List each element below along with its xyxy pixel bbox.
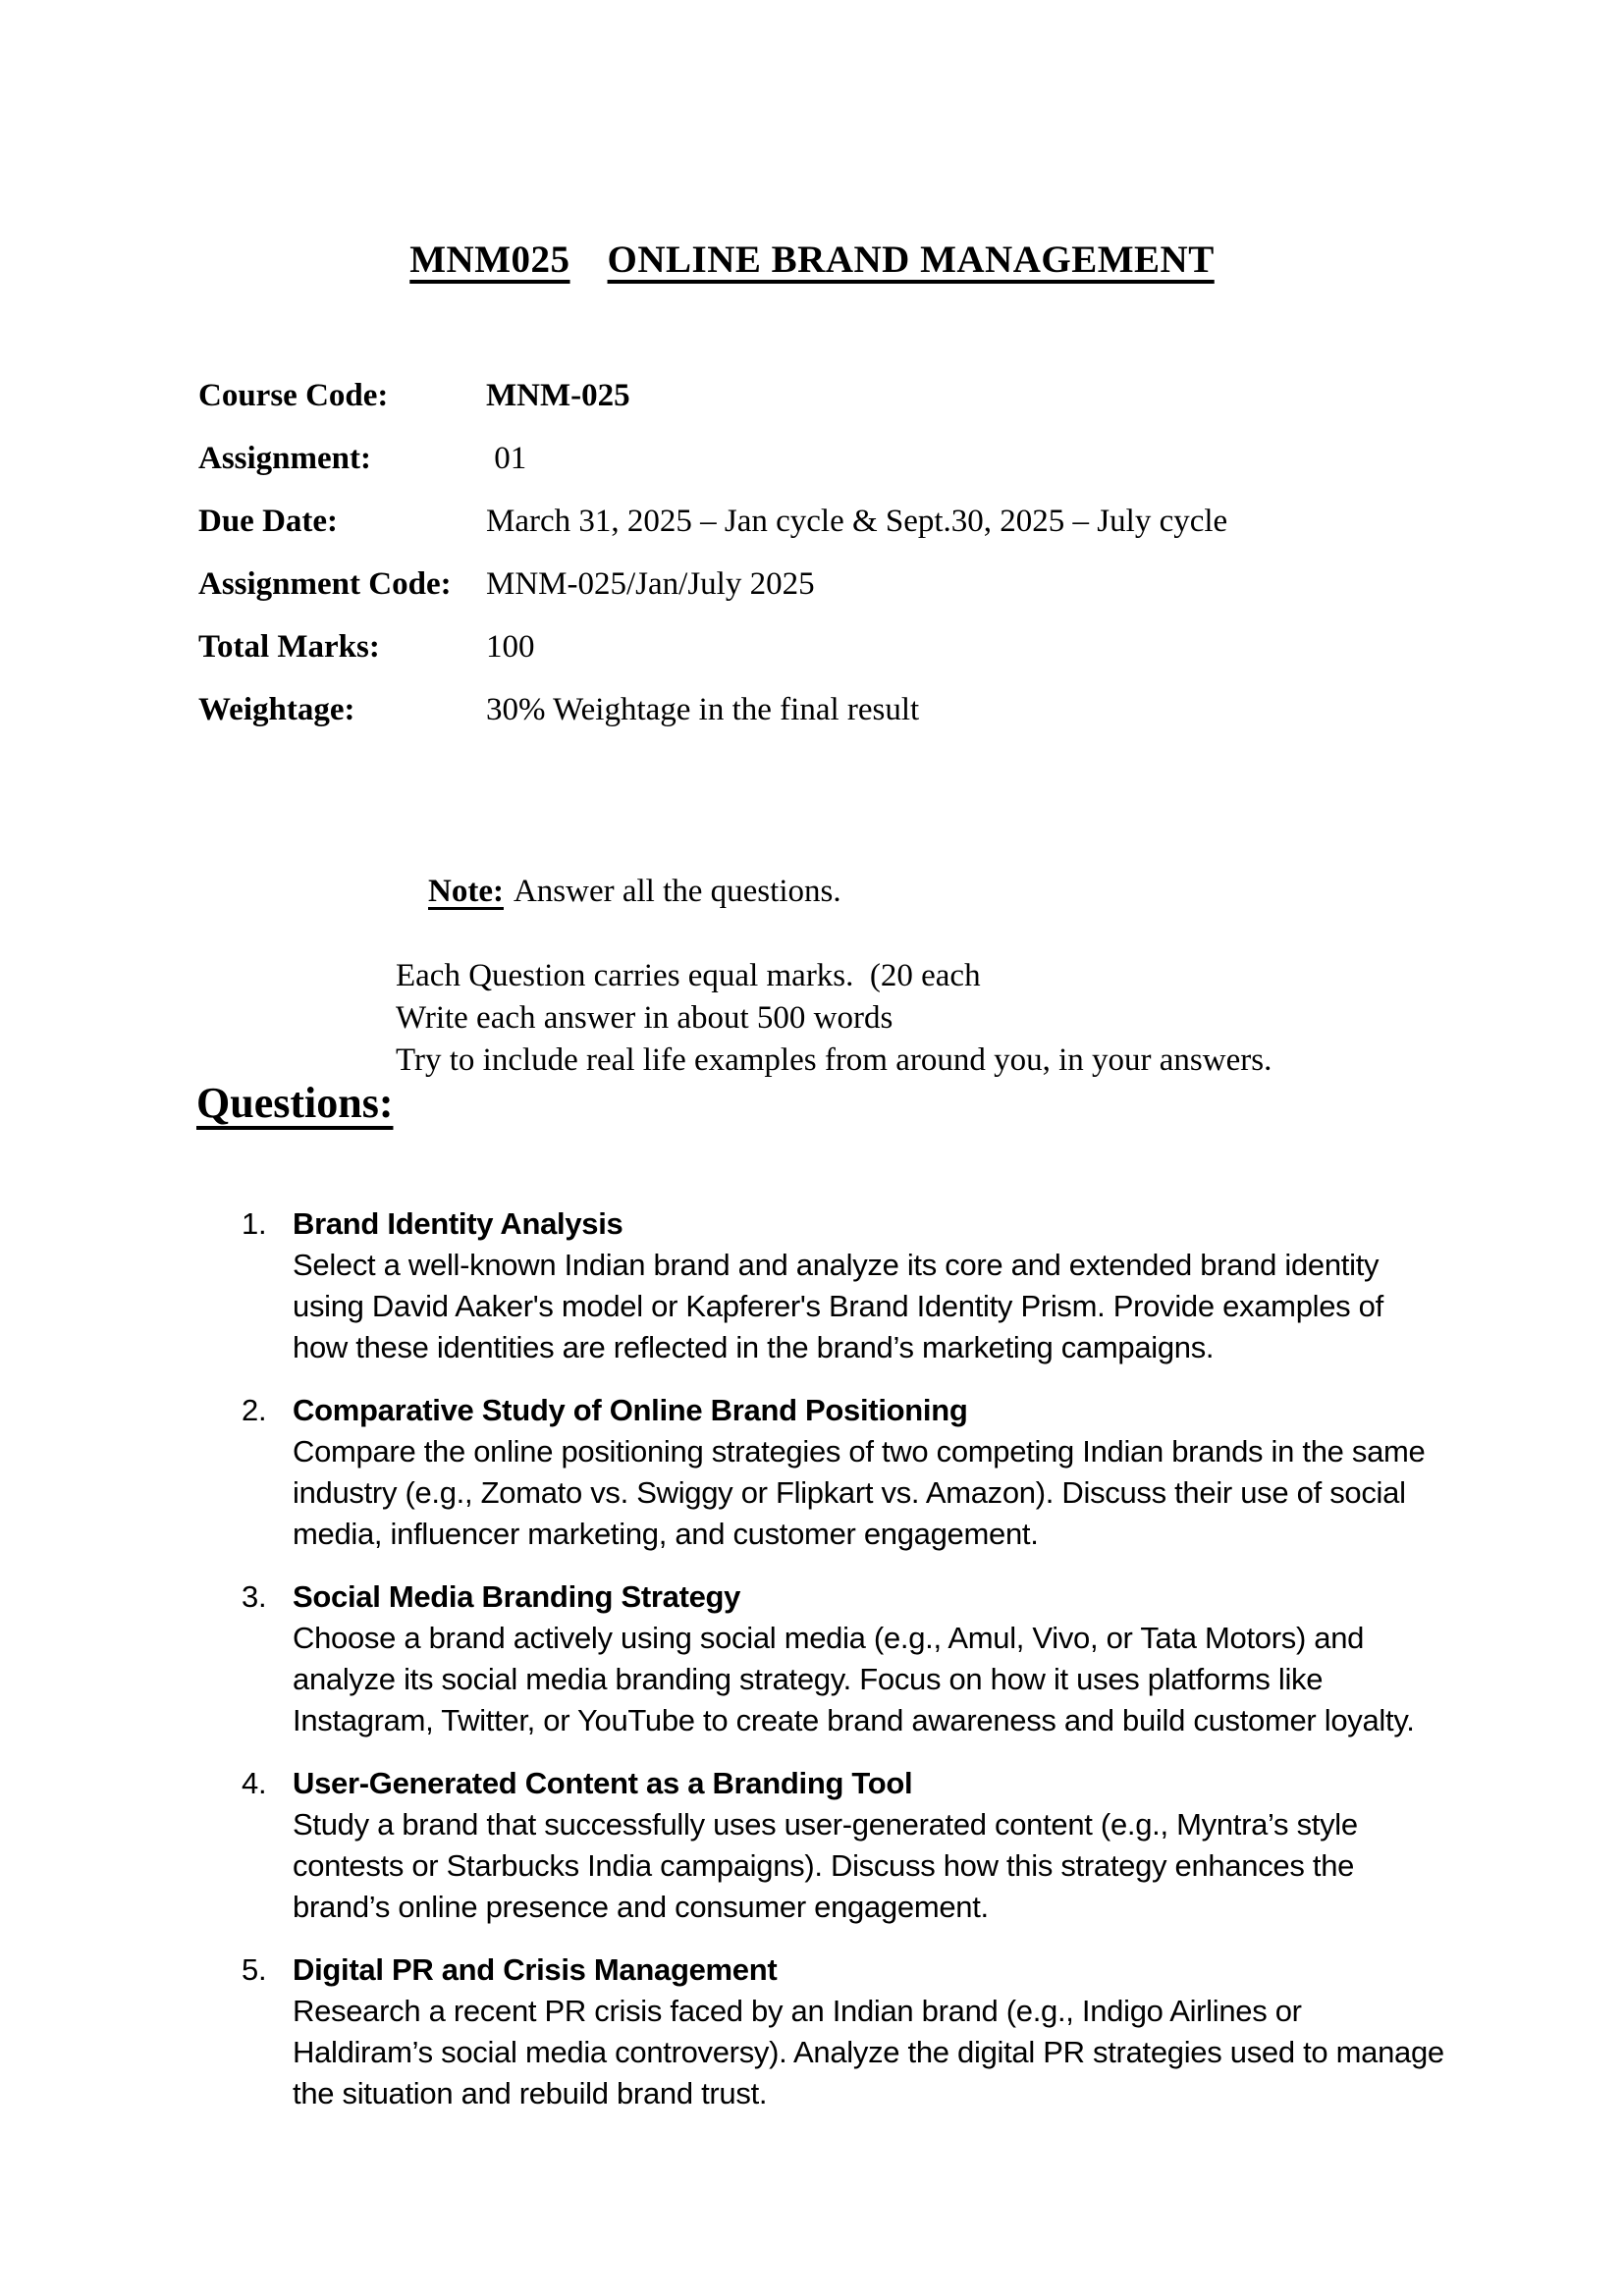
course-code-title: MNM025 <box>409 239 570 281</box>
question-number: 1. <box>242 1206 267 1241</box>
meta-value: 30% Weightage in the final result <box>486 692 920 727</box>
question-number: 5. <box>242 1952 267 1987</box>
question-content <box>293 1576 1446 1741</box>
meta-label: Course Code: <box>198 378 389 413</box>
meta-value: 01 <box>486 441 527 476</box>
note-label: Note: <box>428 874 504 909</box>
questions-heading: Questions: <box>196 1079 394 1127</box>
question-number: 2. <box>242 1393 267 1427</box>
question-title: Digital PR and Crisis Management <box>293 1952 778 1987</box>
question-item-5 <box>242 1949 1459 2114</box>
meta-row-due-date <box>198 503 1435 540</box>
meta-row-assignment <box>198 440 1435 477</box>
question-item-1 <box>242 1203 1459 1368</box>
meta-value: March 31, 2025 – Jan cycle & Sept.30, 2025 – July cycle <box>486 504 1228 539</box>
question-title: User-Generated Content as a Branding Tool <box>293 1766 913 1800</box>
meta-row-assignment-code <box>198 565 1435 603</box>
question-title: Comparative Study of Online Brand Positioning <box>293 1393 968 1427</box>
question-content <box>293 1763 1446 1928</box>
meta-value: MNM-025/Jan/July 2025 <box>486 566 815 602</box>
page-title <box>0 238 1624 282</box>
question-body: Study a brand that successfully uses user-generated content (e.g., Myntra’s style contests or Starbucks India campaigns). Discuss how this strategy enhances the brand’s online presence and consumer engagement. <box>293 1807 1358 1924</box>
question-body: Choose a brand actively using social media (e.g., Amul, Vivo, or Tata Motors) and analyze its social media branding strategy. Focus on how it uses platforms like Instagram, Twitter, or YouTube to create brand awareness and build customer loyalty. <box>293 1621 1415 1737</box>
question-number: 3. <box>242 1579 267 1614</box>
question-body: Compare the online positioning strategies of two competing Indian brands in the same industry (e.g., Zomato vs. Swiggy or Flipkart vs. Amazon). Discuss their use of social media, influencer marketing, and customer engagement. <box>293 1434 1426 1551</box>
meta-value: 100 <box>486 629 535 665</box>
question-content <box>293 1949 1446 2114</box>
meta-label: Assignment Code: <box>198 566 452 602</box>
question-title: Brand Identity Analysis <box>293 1206 623 1241</box>
note-line: Try to include real life examples from around you, in your answers. <box>396 1042 1272 1078</box>
note-line <box>396 828 1476 955</box>
question-number: 4. <box>242 1766 267 1800</box>
question-item-3 <box>242 1576 1459 1741</box>
meta-row-course-code <box>198 377 1435 414</box>
meta-label: Due Date: <box>198 504 339 539</box>
question-title: Social Media Branding Strategy <box>293 1579 741 1614</box>
meta-row-weightage <box>198 691 1435 728</box>
questions-list <box>242 1203 1459 2136</box>
meta-row-total-marks <box>198 628 1435 666</box>
note-line: Write each answer in about 500 words <box>396 1000 893 1036</box>
question-item-2 <box>242 1390 1459 1555</box>
course-name-title: ONLINE BRAND MANAGEMENT <box>607 239 1215 281</box>
note-text: Answer all the questions. <box>513 874 841 909</box>
note-line: Each Question carries equal marks. (20 each <box>396 958 981 993</box>
meta-label: Weightage: <box>198 692 355 727</box>
question-content <box>293 1390 1446 1555</box>
question-body: Select a well-known Indian brand and analyze its core and extended brand identity using David Aaker's model or Kapferer's Brand Identity Prism. Provide examples of how these identities are reflected in the brand’s marketing campaigns. <box>293 1248 1383 1364</box>
question-item-4 <box>242 1763 1459 1928</box>
meta-label: Assignment: <box>198 441 372 476</box>
meta-label: Total Marks: <box>198 629 380 665</box>
meta-value: MNM-025 <box>486 378 630 413</box>
question-content <box>293 1203 1446 1368</box>
assignment-meta <box>198 377 1435 754</box>
question-body: Research a recent PR crisis faced by an Indian brand (e.g., Indigo Airlines or Haldiram’s social media controversy). Analyze the digital PR strategies used to manage the situation and rebuild brand trust. <box>293 1994 1444 2110</box>
note-block <box>396 828 1476 1082</box>
